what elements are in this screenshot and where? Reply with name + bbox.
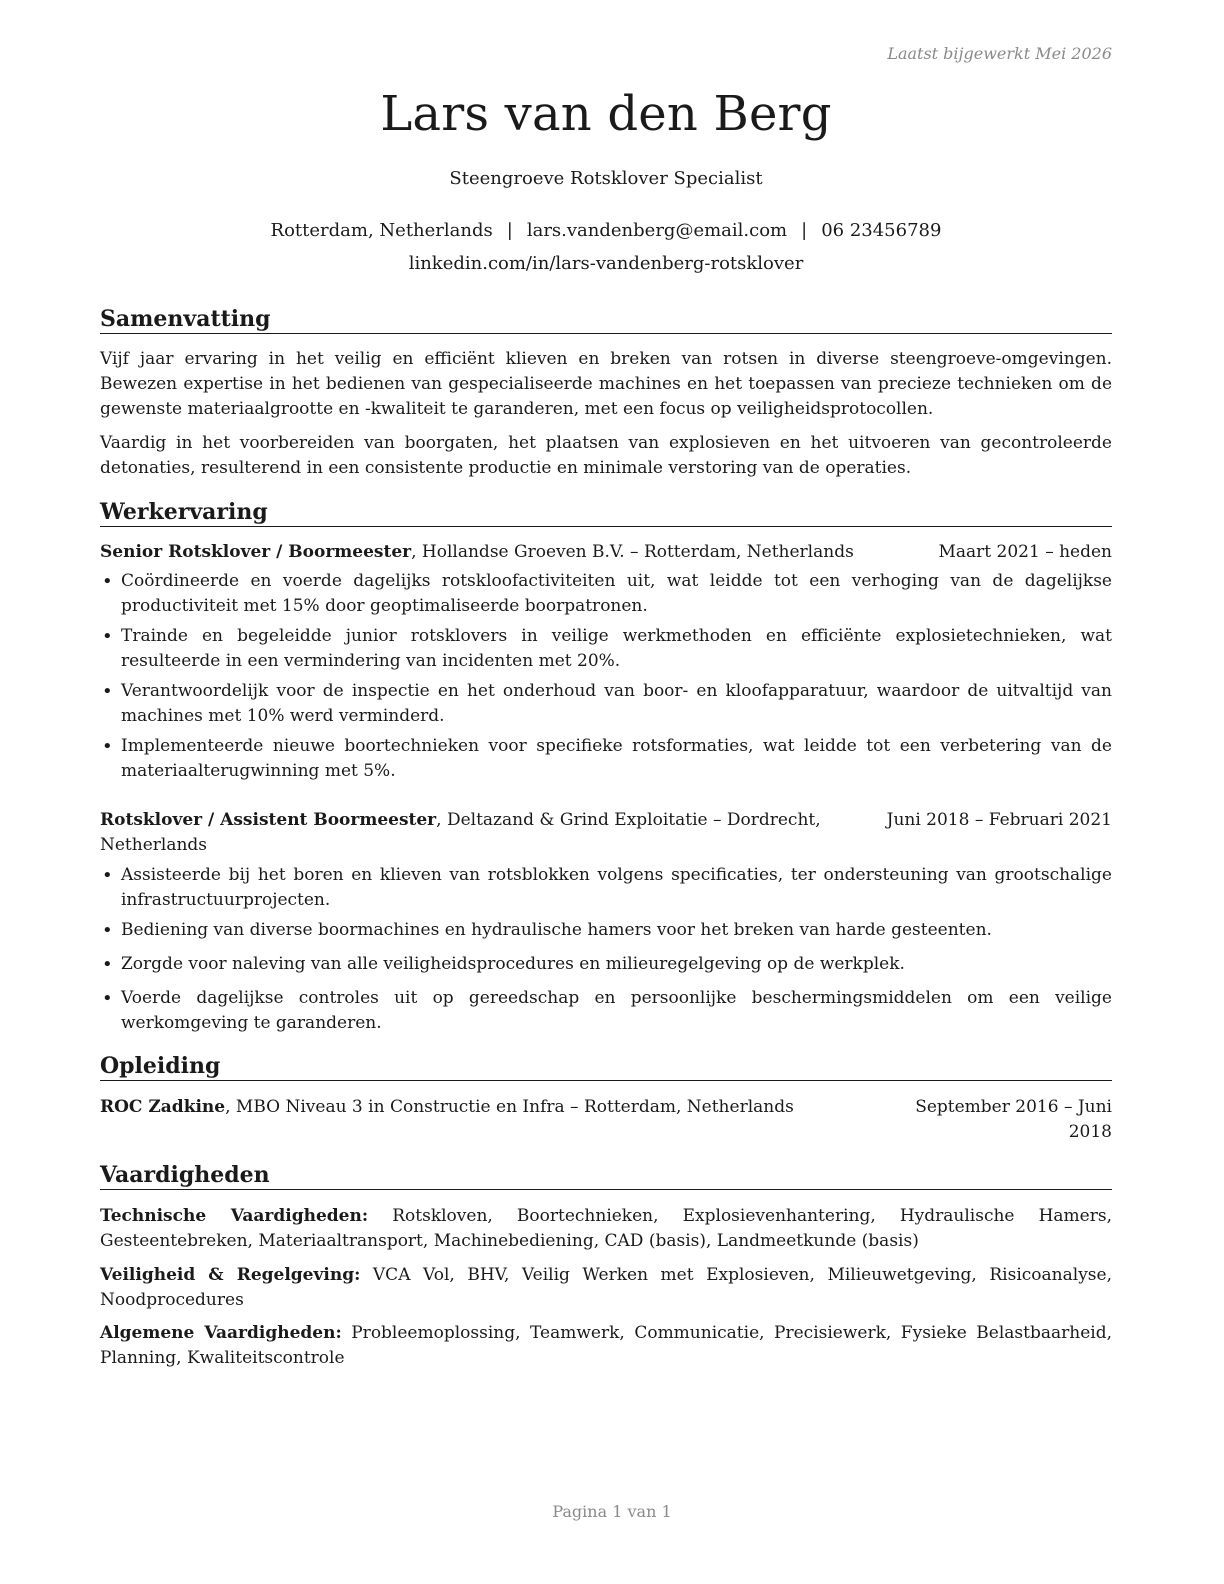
section-title-skills: Vaardigheden (100, 1162, 1112, 1190)
school-name: ROC Zadkine (100, 1097, 226, 1117)
education-detail: , MBO Niveau 3 in Constructie en Infra – Rotterdam, Netherlands (225, 1097, 794, 1117)
linkedin-link[interactable]: linkedin.com/in/lars-vandenberg-rotsklover (408, 253, 804, 274)
job-header (100, 808, 1112, 858)
job-dates: Juni 2018 – Februari 2021 (886, 810, 1112, 830)
education-entry (100, 1095, 1112, 1142)
contact-line (100, 220, 1112, 241)
job-dates: Maart 2021 – heden (938, 542, 1112, 562)
skill-text: Probleemoplossing, Teamwerk, Communicatie, Precisiewerk, Fysieke Belastbaarheid, Planning, Kwaliteitscontrole (100, 1323, 1112, 1368)
person-name: Lars van den Berg (380, 86, 832, 142)
separator: | (506, 220, 513, 241)
page-number: Pagina 1 van 1 (552, 1502, 672, 1521)
list-item: • Zorgde voor naleving van alle veiligheidsprocedures en milieuregelgeving op de werkplek. (100, 952, 1112, 977)
skill-label: Algemene Vaardigheden: (100, 1323, 342, 1343)
list-item: • Trainde en begeleidde junior rotsklovers in veilige werkmethoden en efficiënte explosietechnieken, wat resulteerde in een vermindering van incidenten met 20%. (100, 624, 1112, 674)
list-item: • Assisteerde bij het boren en klieven van rotsblokken volgens specificaties, ter ondersteuning van grootschalige infrastructuurprojecten. (100, 863, 1112, 913)
list-item: • Coördineerde en voerde dagelijks rotskloofactiviteiten uit, wat leidde tot een verhoging van de dagelijkse productiviteit met 15% door geoptimaliseerde boorpatronen. (100, 569, 1112, 619)
skill-text: VCA Vol, BHV, Veilig Werken met Explosieven, Milieuwetgeving, Risicoanalyse, Noodprocedures (100, 1265, 1112, 1310)
skill-text: Rotskloven, Boortechnieken, Explosievenhantering, Hydraulische Hamers, Gesteentebreken, Materiaaltransport, Machinebediening, CAD (basis), Landmeetkunde (basis) (100, 1206, 1112, 1251)
education-dates: September 2016 – Juni 2018 (915, 1097, 1112, 1142)
last-updated: Laatst bijgewerkt Mei 2026 (887, 44, 1112, 63)
job-role: Senior Rotsklover / Boormeester (100, 542, 412, 562)
list-item: • Verantwoordelijk voor de inspectie en het onderhoud van boor- en kloofapparatuur, waardoor de uitvaltijd van machines met 10% werd verminderd. (100, 679, 1112, 729)
skill-row (100, 1204, 1112, 1254)
job-role: Rotsklover / Assistent Boormeester (100, 810, 437, 830)
skill-label: Veiligheid & Regelgeving: (100, 1265, 361, 1285)
skill-label: Technische Vaardigheden: (100, 1206, 369, 1226)
section-title-education: Opleiding (100, 1053, 1112, 1081)
job-header (100, 540, 1112, 565)
job-bullets (100, 863, 1112, 1041)
job-company: , Hollandse Groeven B.V. – Rotterdam, Netherlands (411, 542, 854, 562)
list-item: • Voerde dagelijkse controles uit op gereedschap en persoonlijke beschermingsmiddelen om een veilige werkomgeving te garanderen. (100, 986, 1112, 1036)
location: Rotterdam, Netherlands (270, 220, 493, 241)
separator: | (801, 220, 808, 241)
phone: 06 23456789 (821, 220, 942, 241)
section-title-summary: Samenvatting (100, 306, 1112, 334)
job-title: Steengroeve Rotsklover Specialist (449, 168, 763, 189)
job-bullets (100, 569, 1112, 789)
skill-row (100, 1321, 1112, 1371)
skill-row (100, 1263, 1112, 1313)
email-link[interactable]: lars.vandenberg@email.com (526, 220, 788, 241)
summary-paragraph: Vijf jaar ervaring in het veilig en efficiënt klieven en breken van rotsen in diverse steengroeve-omgevingen. Bewezen expertise in het bedienen van gespecialiseerde machines en het toepassen van precieze technieken om de gewenste materiaalgrootte en -kwaliteit te garanderen, met een focus op veiligheidsprotocollen. (100, 349, 1112, 419)
summary-paragraph: Vaardig in het voorbereiden van boorgaten, het plaatsen van explosieven en het uitvoeren van gecontroleerde detonaties, resulterend in een consistente productie en minimale verstoring van de operaties. (100, 433, 1112, 478)
list-item: • Implementeerde nieuwe boortechnieken voor specifieke rotsformaties, wat leidde tot een verbetering van de materiaalterugwinning met 5%. (100, 734, 1112, 784)
list-item: • Bediening van diverse boormachines en hydraulische hamers voor het breken van harde gesteenten. (100, 918, 1112, 943)
section-title-experience: Werkervaring (100, 499, 1112, 527)
job-company: , Deltazand & Grind Exploitatie – Dordrecht, Netherlands (100, 810, 821, 855)
